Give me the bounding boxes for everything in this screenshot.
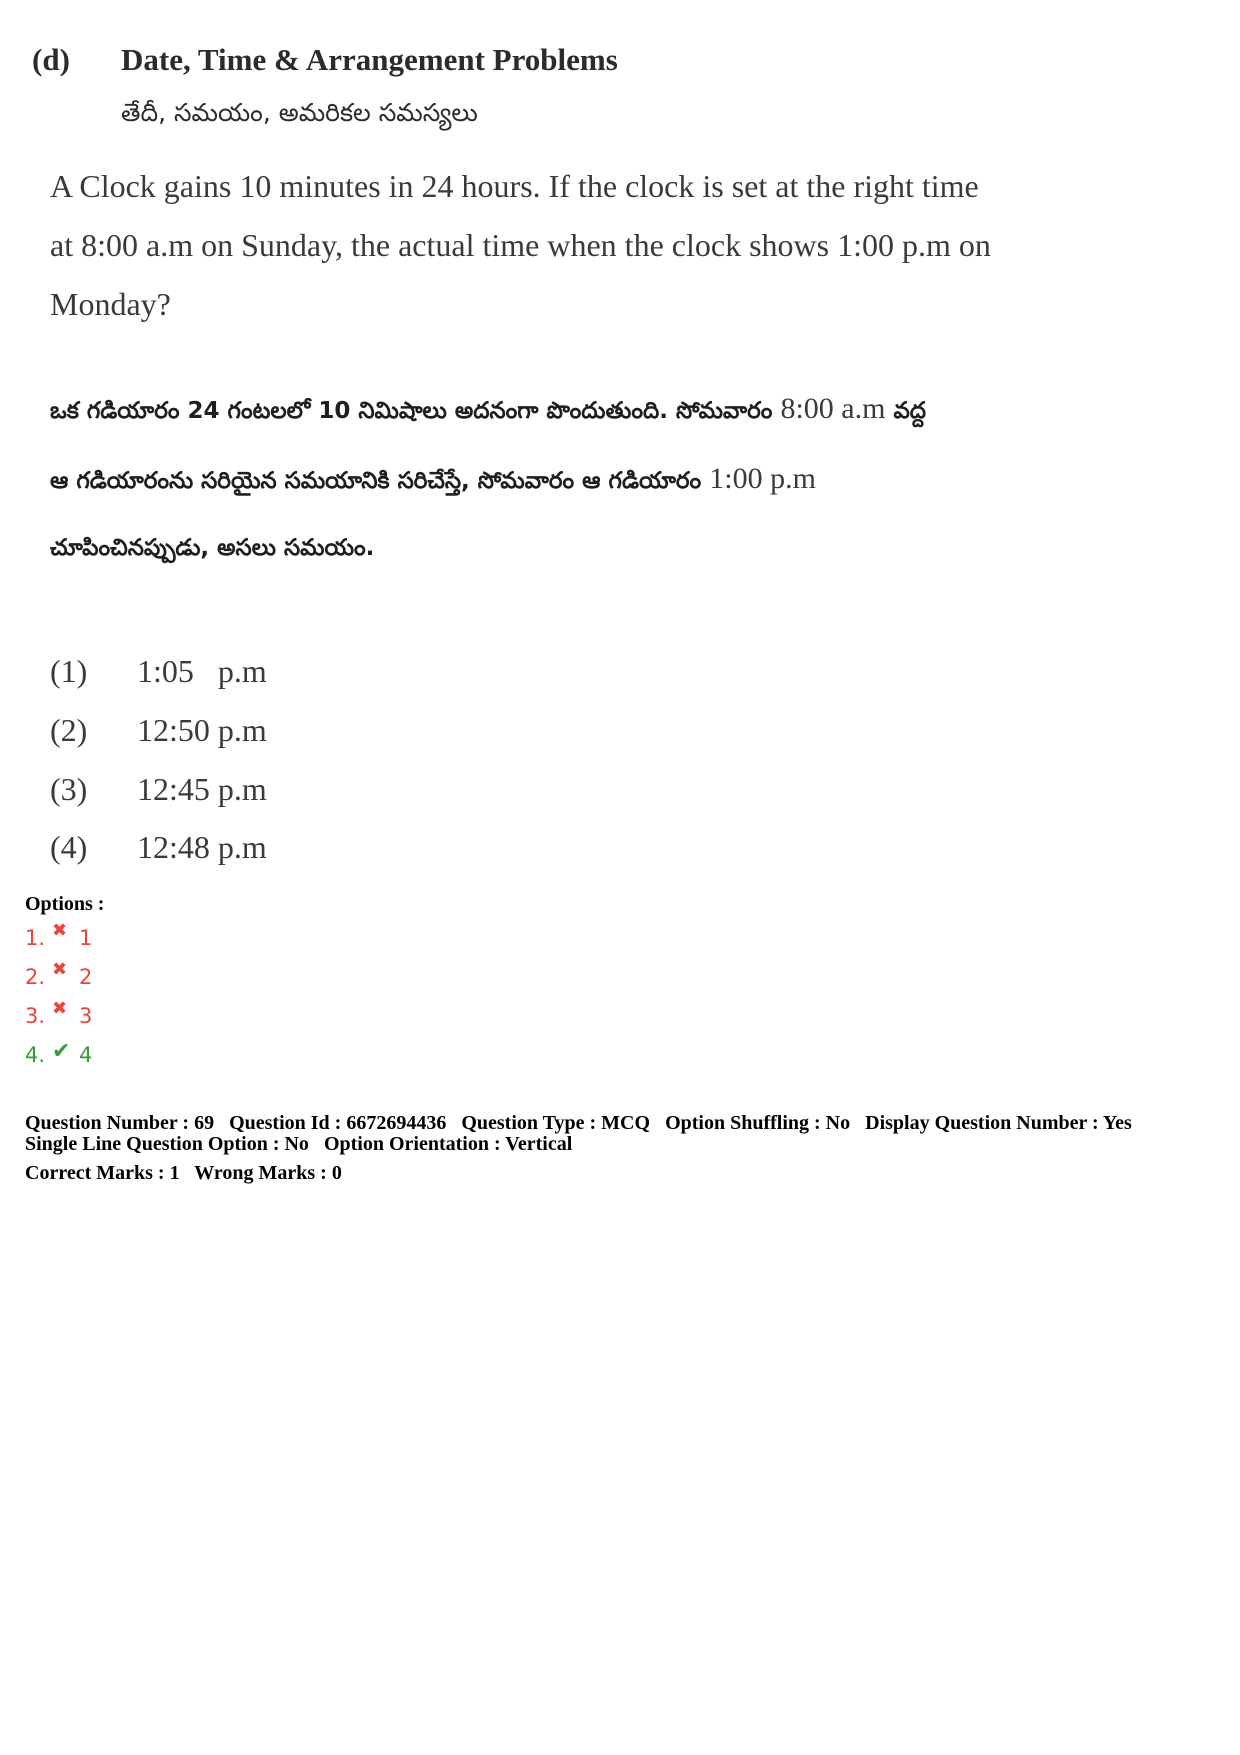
answer-choice [50, 829, 267, 866]
single-line-option: Single Line Question Option : No [25, 1133, 309, 1155]
choice-text: 12:45 p.m [137, 771, 267, 807]
question-english-line: Monday? [50, 286, 171, 322]
question-telugu-line: చూపించినప్పుడు, అసలు సమయం. [50, 535, 375, 561]
option-number: 3. [25, 1004, 46, 1028]
option-row [25, 920, 93, 950]
choice-text: 12:48 p.m [137, 829, 267, 865]
choice-text: 12:50 p.m [137, 712, 267, 748]
question-telugu-line [50, 392, 926, 430]
option-row [25, 998, 93, 1028]
display-question-number: Display Question Number : Yes [865, 1112, 1132, 1134]
question-english-line: A Clock gains 10 minutes in 24 hours. If the clock is set at the right time [50, 168, 979, 204]
question-meta-line [25, 1112, 1132, 1135]
option-row [25, 959, 93, 989]
question-telugu-text: ఆ గడియారంను సరియైన సమయానికి సరిచేస్తే, సోమవారం ఆ గడియారం [50, 468, 702, 494]
section-title: Date, Time & Arrangement Problems [121, 42, 618, 77]
question-telugu-time: 8:00 a.m [780, 392, 886, 425]
answer-choice [50, 712, 267, 749]
section-subtitle: తేదీ, సమయం, అమరికల సమస్యలు [121, 98, 478, 127]
question-marks-line [25, 1162, 342, 1185]
choice-number: (3) [50, 771, 88, 807]
check-icon: ✔ [52, 1039, 71, 1064]
question-id: Question Id : 6672694436 [229, 1112, 447, 1134]
answer-choice [50, 771, 267, 808]
option-number: 1. [25, 926, 46, 950]
cross-icon: ✖ [52, 920, 68, 941]
option-value: 1 [79, 926, 93, 950]
answer-choice [50, 653, 267, 690]
wrong-marks: Wrong Marks : 0 [194, 1162, 342, 1184]
question-meta-line [25, 1133, 572, 1156]
cross-icon: ✖ [52, 998, 68, 1019]
options-label: Options : [25, 893, 105, 915]
section-label: (d) [32, 42, 70, 77]
option-row [25, 1039, 93, 1068]
option-shuffling: Option Shuffling : No [665, 1112, 851, 1134]
question-telugu-time: 1:00 p.m [709, 462, 816, 495]
choice-text: 1:05 p.m [137, 653, 267, 689]
question-number: Question Number : 69 [25, 1112, 215, 1134]
choice-number: (2) [50, 712, 88, 748]
correct-marks: Correct Marks : 1 [25, 1162, 180, 1184]
choice-number: (4) [50, 829, 88, 865]
question-telugu-line [50, 462, 816, 500]
question-english-line: at 8:00 a.m on Sunday, the actual time when the clock shows 1:00 p.m on [50, 227, 991, 263]
question-type: Question Type : MCQ [461, 1112, 651, 1134]
option-value: 3 [79, 1004, 93, 1028]
option-orientation: Option Orientation : Vertical [323, 1133, 573, 1155]
option-value: 4 [79, 1043, 93, 1067]
option-value: 2 [79, 965, 93, 989]
question-telugu-text: ఒక గడియారం 24 గంటలలో 10 నిమిషాలు అదనంగా పొందుతుంది. సోమవారం [50, 398, 773, 424]
question-telugu-text: వద్ద [893, 398, 927, 424]
option-number: 2. [25, 965, 46, 989]
option-number: 4. [25, 1043, 46, 1067]
choice-number: (1) [50, 653, 88, 689]
cross-icon: ✖ [52, 959, 68, 980]
